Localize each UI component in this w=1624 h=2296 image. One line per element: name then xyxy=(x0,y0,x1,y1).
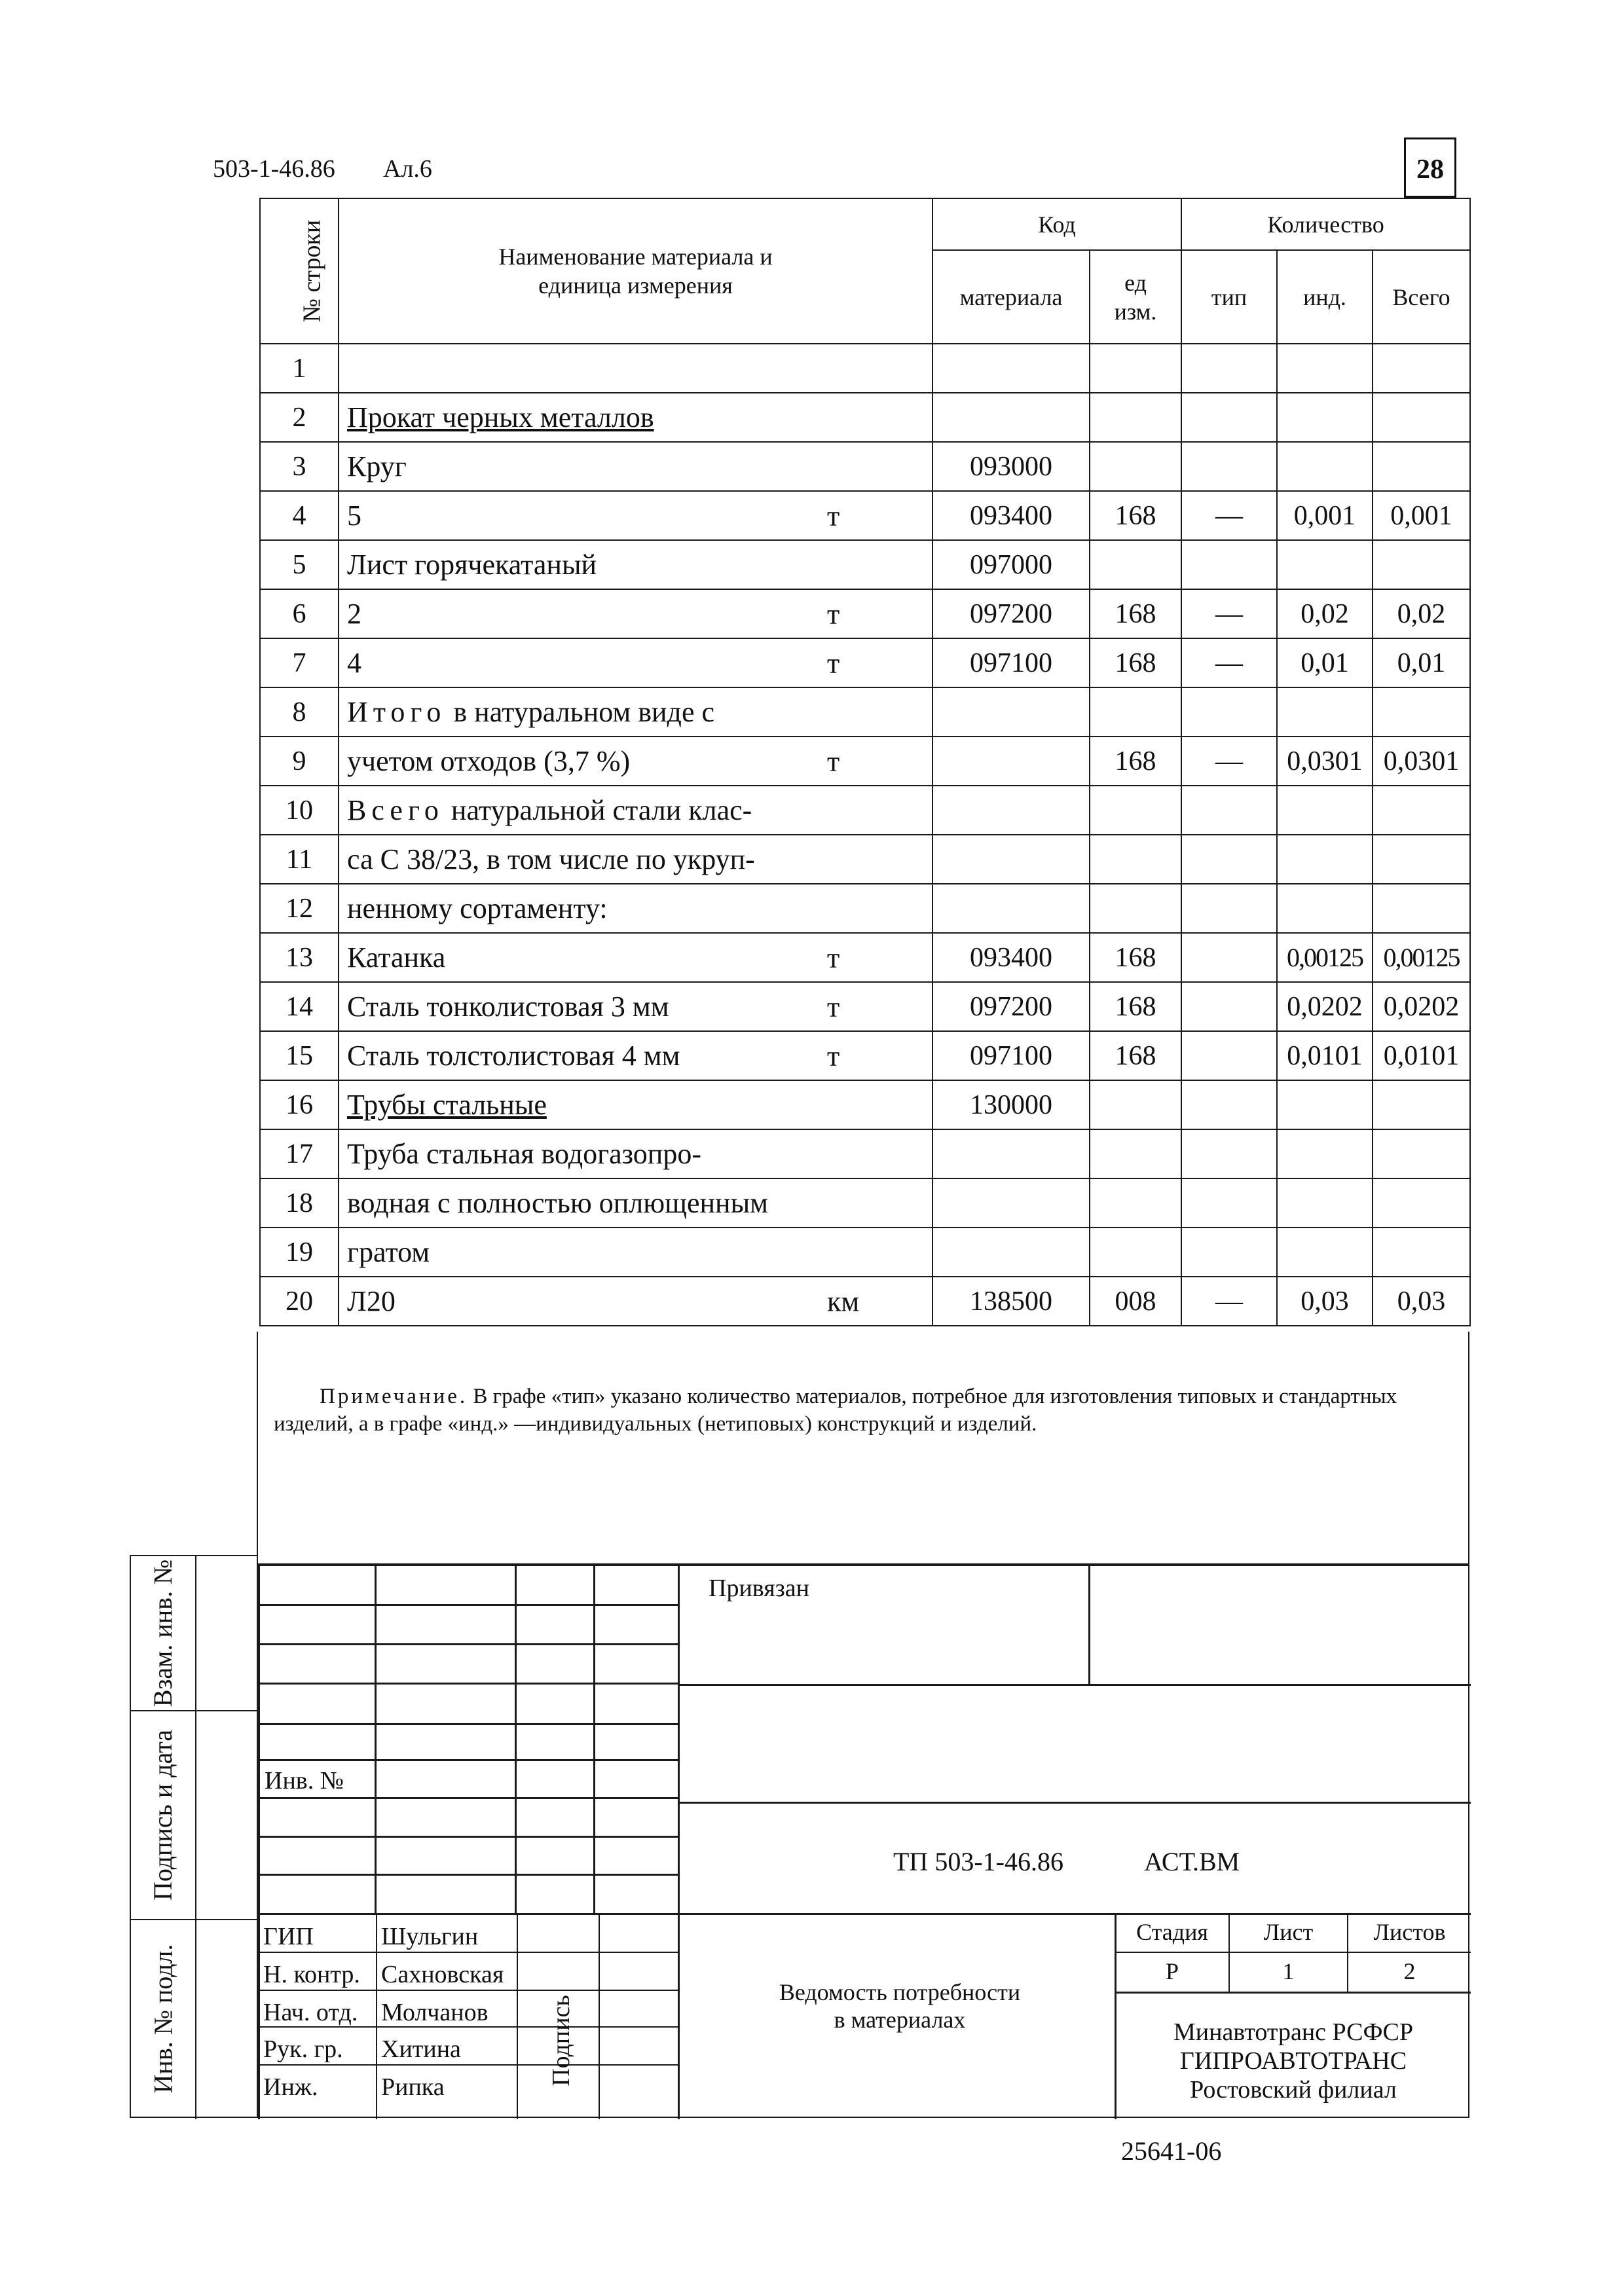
stamp-role: Нач. отд. xyxy=(263,1999,358,2026)
row-number: 4 xyxy=(260,491,339,540)
material-code: 097000 xyxy=(932,540,1090,589)
document-mark: АСТ.ВМ xyxy=(1144,1847,1240,1876)
qty-individual: 0,0101 xyxy=(1277,1031,1373,1080)
material-code xyxy=(932,344,1090,393)
qty-individual: 0,00125 xyxy=(1277,933,1373,982)
table-row xyxy=(260,1031,1470,1080)
unit-code: 168 xyxy=(1090,491,1181,540)
unit-code xyxy=(1090,1178,1181,1228)
table-row xyxy=(260,737,1470,786)
header-row-number: № строки xyxy=(260,198,339,344)
qty-total: 0,01 xyxy=(1373,638,1470,687)
qty-total: 0,0202 xyxy=(1373,982,1470,1031)
unit-of-measure: км xyxy=(827,1285,860,1317)
table-row xyxy=(260,687,1470,737)
row-number: 13 xyxy=(260,933,339,982)
material-name: Трубы стальные xyxy=(339,1080,932,1129)
qty-individual xyxy=(1277,786,1373,835)
qty-total xyxy=(1373,1178,1470,1228)
header-code-group: Код xyxy=(932,198,1181,250)
row-number: 6 xyxy=(260,589,339,638)
qty-total xyxy=(1373,540,1470,589)
qty-total: 0,001 xyxy=(1373,491,1470,540)
qty-individual xyxy=(1277,884,1373,933)
table-row xyxy=(260,589,1470,638)
qty-type: — xyxy=(1181,491,1277,540)
qty-individual: 0,02 xyxy=(1277,589,1373,638)
qty-type: — xyxy=(1181,737,1277,786)
header-qty-individual: инд. xyxy=(1277,250,1373,344)
qty-type xyxy=(1181,1129,1277,1178)
row-number: 19 xyxy=(260,1228,339,1277)
qty-type xyxy=(1181,1080,1277,1129)
unit-code: 168 xyxy=(1090,638,1181,687)
unit-code xyxy=(1090,1228,1181,1277)
material-code: 097200 xyxy=(932,982,1090,1031)
unit-code xyxy=(1090,540,1181,589)
row-number: 12 xyxy=(260,884,339,933)
qty-type xyxy=(1181,393,1277,442)
note-label: Примечание. xyxy=(320,1385,468,1408)
material-code xyxy=(932,1228,1090,1277)
row-number: 15 xyxy=(260,1031,339,1080)
table-row xyxy=(260,344,1470,393)
left-margin-column xyxy=(130,1555,257,2118)
qty-individual xyxy=(1277,687,1373,737)
row-number: 2 xyxy=(260,393,339,442)
unit-code: 168 xyxy=(1090,1031,1181,1080)
material-name: Катанка т xyxy=(339,933,932,982)
note xyxy=(274,1383,1452,1438)
unit-code: 168 xyxy=(1090,589,1181,638)
qty-total: 0,02 xyxy=(1373,589,1470,638)
table-row xyxy=(260,786,1470,835)
qty-total xyxy=(1373,884,1470,933)
material-code: 093400 xyxy=(932,933,1090,982)
bound-label: Привязан xyxy=(709,1575,809,1602)
qty-type xyxy=(1181,884,1277,933)
unit-code xyxy=(1090,687,1181,737)
unit-code: 168 xyxy=(1090,737,1181,786)
table-row xyxy=(260,1178,1470,1228)
row-number: 14 xyxy=(260,982,339,1031)
qty-total: 0,03 xyxy=(1373,1277,1470,1326)
table-row xyxy=(260,1129,1470,1178)
material-code xyxy=(932,393,1090,442)
material-name: ненному сортаменту: xyxy=(339,884,932,933)
stamp-person: Хитина xyxy=(381,2035,461,2063)
row-number: 9 xyxy=(260,737,339,786)
stamp-person: Сахновская xyxy=(381,1961,504,1988)
qty-total xyxy=(1373,687,1470,737)
row-number: 5 xyxy=(260,540,339,589)
material-name: са С 38/23, в том числе по укруп- xyxy=(339,835,932,884)
header-qty-total: Всего xyxy=(1373,250,1470,344)
qty-total xyxy=(1373,786,1470,835)
material-name: Всего натуральной стали клас- xyxy=(339,786,932,835)
qty-type xyxy=(1181,1031,1277,1080)
archive-code: 25641-06 xyxy=(1121,2136,1222,2166)
material-name: Лист горячекатаный xyxy=(339,540,932,589)
material-code: 097100 xyxy=(932,638,1090,687)
unit-of-measure: т xyxy=(827,941,840,974)
material-name: 5 т xyxy=(339,491,932,540)
signature-date-label: Подпись и дата xyxy=(148,1729,178,1901)
material-code: 138500 xyxy=(932,1277,1090,1326)
row-number: 17 xyxy=(260,1129,339,1178)
unit-code xyxy=(1090,344,1181,393)
replaced-inventory-label: Взам. инв. № xyxy=(148,1559,178,1707)
signature-column-label: Подпись xyxy=(547,1995,575,2086)
table-row xyxy=(260,884,1470,933)
qty-individual xyxy=(1277,540,1373,589)
qty-total xyxy=(1373,344,1470,393)
qty-type xyxy=(1181,933,1277,982)
title-block xyxy=(257,1565,1469,2118)
header-quantity-group: Количество xyxy=(1181,198,1470,250)
row-number: 7 xyxy=(260,638,339,687)
qty-type xyxy=(1181,835,1277,884)
qty-total xyxy=(1373,442,1470,491)
note-text: В графе «тип» указано количество материалов, потребное для изготовления типовых и стандартных изделий, а в графе «инд.» —индивидуальных (нетиповых) конструкций и изделий. xyxy=(274,1385,1397,1436)
table-row xyxy=(260,982,1470,1031)
sheet-number: 28 xyxy=(1404,137,1456,198)
material-code: 130000 xyxy=(932,1080,1090,1129)
row-number: 20 xyxy=(260,1277,339,1326)
qty-individual xyxy=(1277,344,1373,393)
row-number: 18 xyxy=(260,1178,339,1228)
qty-individual: 0,01 xyxy=(1277,638,1373,687)
table-row xyxy=(260,1228,1470,1277)
table-row xyxy=(260,491,1470,540)
sheet-value: 1 xyxy=(1282,1958,1295,1984)
material-code xyxy=(932,786,1090,835)
row-number: 10 xyxy=(260,786,339,835)
qty-individual xyxy=(1277,1080,1373,1129)
stage-label: Стадия xyxy=(1136,1919,1208,1945)
qty-total xyxy=(1373,1080,1470,1129)
table-row xyxy=(260,540,1470,589)
stamp-role: Рук. гр. xyxy=(263,2035,343,2063)
document-title: Ведомость потребности в материалах xyxy=(779,1979,1021,2033)
material-code xyxy=(932,687,1090,737)
qty-total: 0,00125 xyxy=(1373,933,1470,982)
qty-total xyxy=(1373,393,1470,442)
material-name xyxy=(339,344,932,393)
row-number: 16 xyxy=(260,1080,339,1129)
table-row xyxy=(260,835,1470,884)
qty-type xyxy=(1181,687,1277,737)
qty-individual xyxy=(1277,835,1373,884)
stamp-role: Н. контр. xyxy=(263,1961,360,1988)
unit-of-measure: т xyxy=(827,991,840,1023)
table-row xyxy=(260,638,1470,687)
stamp-person: Рипка xyxy=(381,2073,445,2101)
qty-type xyxy=(1181,1228,1277,1277)
header-unit-code: ед изм. xyxy=(1090,250,1181,344)
material-code xyxy=(932,1129,1090,1178)
qty-type xyxy=(1181,1178,1277,1228)
document-reference: 503-1-46.86 xyxy=(213,155,335,183)
table-row xyxy=(260,1277,1470,1326)
unit-of-measure: т xyxy=(827,598,840,630)
material-code: 097100 xyxy=(932,1031,1090,1080)
stage-value: Р xyxy=(1165,1958,1179,1984)
unit-code: 168 xyxy=(1090,982,1181,1031)
original-inventory-label: Инв. № подл. xyxy=(148,1944,178,2093)
table-row xyxy=(260,393,1470,442)
qty-type: — xyxy=(1181,589,1277,638)
qty-type: — xyxy=(1181,1277,1277,1326)
header-material-name: Наименование материала и единица измерения xyxy=(339,198,932,344)
material-code: 093000 xyxy=(932,442,1090,491)
row-number: 8 xyxy=(260,687,339,737)
qty-type: — xyxy=(1181,638,1277,687)
stamp-person: Шульгин xyxy=(381,1923,479,1950)
qty-type xyxy=(1181,344,1277,393)
qty-individual xyxy=(1277,1228,1373,1277)
material-code: 093400 xyxy=(932,491,1090,540)
unit-of-measure: т xyxy=(827,745,840,777)
qty-individual: 0,0202 xyxy=(1277,982,1373,1031)
unit-code xyxy=(1090,442,1181,491)
material-name: 4 т xyxy=(339,638,932,687)
qty-total: 0,0301 xyxy=(1373,737,1470,786)
unit-code xyxy=(1090,884,1181,933)
material-name: Труба стальная водогазопро- xyxy=(339,1129,932,1178)
material-name: Сталь толстолистовая 4 мм т xyxy=(339,1031,932,1080)
material-name: водная с полностью оплющенным xyxy=(339,1178,932,1228)
qty-individual xyxy=(1277,1178,1373,1228)
unit-of-measure: т xyxy=(827,647,840,679)
table-row xyxy=(260,933,1470,982)
table-row xyxy=(260,442,1470,491)
unit-code xyxy=(1090,835,1181,884)
unit-code: 168 xyxy=(1090,933,1181,982)
qty-type xyxy=(1181,540,1277,589)
qty-individual: 0,0301 xyxy=(1277,737,1373,786)
qty-total xyxy=(1373,835,1470,884)
unit-code xyxy=(1090,786,1181,835)
row-number: 11 xyxy=(260,835,339,884)
table-row xyxy=(260,1080,1470,1129)
stamp-person: Молчанов xyxy=(381,1999,489,2026)
materials-table xyxy=(259,198,1471,1326)
unit-code xyxy=(1090,1129,1181,1178)
stamp-role: Инж. xyxy=(263,2073,318,2101)
stamp-role: ГИП xyxy=(263,1923,314,1950)
document-code: ТП 503-1-46.86 xyxy=(893,1847,1063,1876)
header-qty-type: тип xyxy=(1181,250,1277,344)
sheets-label: Листов xyxy=(1373,1919,1446,1945)
row-number: 1 xyxy=(260,344,339,393)
unit-code: 008 xyxy=(1090,1277,1181,1326)
qty-individual: 0,001 xyxy=(1277,491,1373,540)
material-name: Л20 км xyxy=(339,1277,932,1326)
qty-type xyxy=(1181,786,1277,835)
qty-individual xyxy=(1277,393,1373,442)
unit-of-measure: т xyxy=(827,500,840,532)
material-name: гратом xyxy=(339,1228,932,1277)
material-code xyxy=(932,884,1090,933)
qty-individual xyxy=(1277,1129,1373,1178)
qty-individual: 0,03 xyxy=(1277,1277,1373,1326)
unit-code xyxy=(1090,1080,1181,1129)
material-code xyxy=(932,737,1090,786)
sheet-label: Лист xyxy=(1263,1919,1314,1945)
qty-total xyxy=(1373,1129,1470,1178)
material-code: 097200 xyxy=(932,589,1090,638)
material-code xyxy=(932,1178,1090,1228)
material-name: учетом отходов (3,7 %) т xyxy=(339,737,932,786)
organization: Минавтотранс РСФСР ГИПРОАВТОТРАНС Ростовский филиал xyxy=(1173,2018,1413,2104)
qty-type xyxy=(1181,442,1277,491)
row-number: 3 xyxy=(260,442,339,491)
qty-total xyxy=(1373,1228,1470,1277)
qty-total: 0,0101 xyxy=(1373,1031,1470,1080)
material-name: Итого в натуральном виде с xyxy=(339,687,932,737)
sheets-value: 2 xyxy=(1403,1958,1416,1984)
material-name: 2 т xyxy=(339,589,932,638)
unit-code xyxy=(1090,393,1181,442)
material-name: Прокат черных металлов xyxy=(339,393,932,442)
header-material-code: материала xyxy=(932,250,1090,344)
note-box xyxy=(257,1332,1469,1565)
material-name: Сталь тонколистовая 3 мм т xyxy=(339,982,932,1031)
qty-individual xyxy=(1277,442,1373,491)
material-code xyxy=(932,835,1090,884)
inventory-number-label: Инв. № xyxy=(265,1767,344,1795)
album-label: Ал.6 xyxy=(383,155,432,183)
material-name: Круг xyxy=(339,442,932,491)
unit-of-measure: т xyxy=(827,1040,840,1072)
qty-type xyxy=(1181,982,1277,1031)
